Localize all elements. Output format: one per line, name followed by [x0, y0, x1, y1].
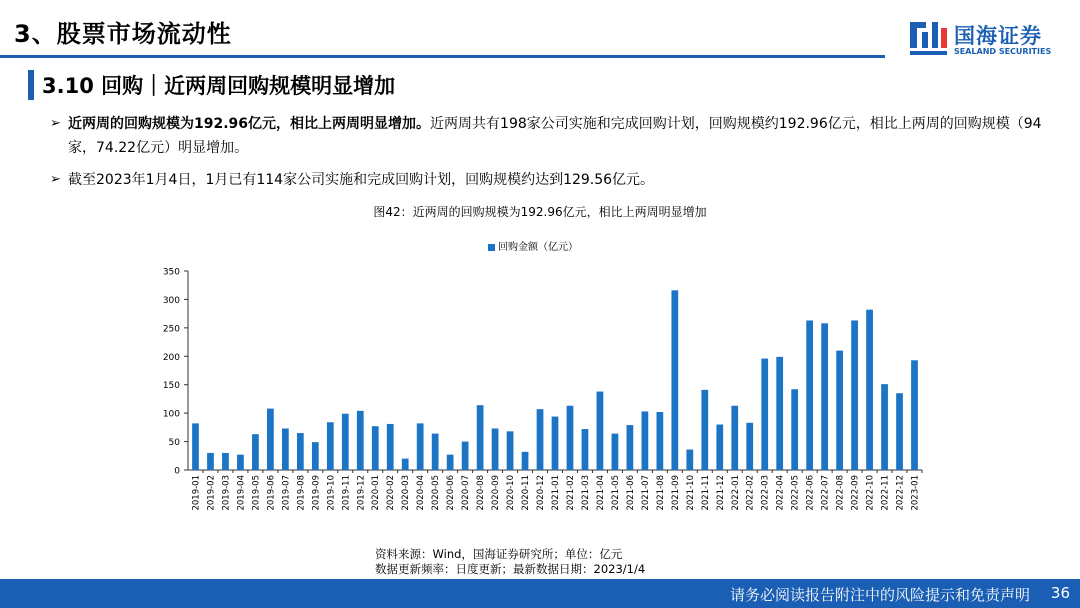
- legend-label: 回购金额（亿元）: [498, 242, 578, 253]
- bar: [716, 425, 723, 470]
- bar: [671, 290, 678, 470]
- x-tick-label: 2022-01: [730, 475, 741, 511]
- bar: [731, 406, 738, 470]
- bullet-1-text: 近两周共有198家公司实施和完成回购计划，回购规模约192.96亿元，相比上两周的回购规模（94家，74.22亿元）明显增加。: [68, 116, 1042, 156]
- y-tick-label: 250: [162, 324, 180, 335]
- x-tick-label: 2022-02: [745, 475, 756, 511]
- y-tick-label: 100: [162, 409, 180, 420]
- bar: [432, 434, 439, 470]
- bar: [357, 411, 364, 470]
- x-tick-label: 2019-10: [326, 475, 337, 511]
- x-tick-label: 2022-03: [760, 475, 771, 511]
- bar: [821, 323, 828, 470]
- bar: [192, 423, 199, 470]
- bar: [492, 428, 499, 470]
- bar: [402, 459, 409, 470]
- x-tick-label: 2020-07: [461, 475, 472, 511]
- y-tick-label: 200: [162, 352, 180, 363]
- x-tick-label: 2021-05: [610, 475, 621, 511]
- bar: [417, 423, 424, 470]
- y-tick-label: 50: [168, 438, 180, 449]
- x-tick-label: 2020-11: [521, 475, 532, 511]
- bar: [522, 452, 529, 470]
- bar: [866, 310, 873, 470]
- x-tick-label: 2019-05: [251, 475, 262, 511]
- bullet-1-bold: 近两周的回购规模为192.96亿元，相比上两周明显增加。: [68, 116, 431, 132]
- x-tick-label: 2019-03: [221, 475, 232, 511]
- bar: [477, 405, 484, 470]
- x-tick-label: 2023-01: [910, 475, 921, 511]
- bar: [612, 434, 619, 470]
- x-tick-label: 2019-06: [266, 475, 277, 511]
- brand-name-cn: 国海证券: [954, 24, 1042, 48]
- y-tick-label: 350: [162, 267, 180, 278]
- x-tick-label: 2021-01: [551, 475, 561, 511]
- bullet-2-text: 截至2023年1月4日，1月已有114家公司实施和完成回购计划，回购规模约达到129.56亿元。: [68, 172, 655, 188]
- bar: [642, 411, 649, 470]
- bar: [881, 384, 888, 470]
- bar: [507, 431, 514, 470]
- x-tick-label: 2020-03: [401, 475, 412, 511]
- x-tick-label: 2019-04: [236, 475, 247, 511]
- x-tick-label: 2022-09: [850, 475, 861, 511]
- bar: [372, 426, 379, 470]
- x-tick-label: 2021-06: [625, 475, 636, 511]
- bar: [537, 409, 544, 470]
- x-tick-label: 2020-05: [431, 475, 442, 511]
- bar: [656, 412, 663, 470]
- x-tick-label: 2019-11: [341, 475, 352, 511]
- bar: [746, 423, 753, 470]
- x-tick-label: 2022-10: [865, 475, 876, 511]
- x-tick-label: 2021-09: [670, 475, 681, 511]
- x-tick-label: 2022-11: [880, 475, 891, 511]
- bar: [312, 442, 319, 470]
- footer-disclaimer: 请务必阅读报告附注中的风险提示和免责声明: [729, 586, 1030, 604]
- x-tick-label: 2021-02: [565, 475, 576, 511]
- page-number: 36: [1050, 584, 1070, 602]
- x-tick-label: 2020-01: [371, 475, 382, 511]
- bar: [252, 434, 259, 470]
- x-tick-label: 2019-07: [281, 475, 292, 511]
- y-tick-label: 300: [162, 295, 180, 306]
- bar: [836, 351, 843, 470]
- bar: [806, 320, 813, 470]
- bar: [911, 360, 918, 470]
- x-tick-label: 2022-08: [835, 475, 846, 511]
- arrow-bullet-icon: ➢: [50, 116, 61, 131]
- x-tick-label: 2020-09: [491, 475, 502, 511]
- x-tick-label: 2019-08: [296, 475, 307, 511]
- source-note: [375, 547, 645, 577]
- section-title: 3.10 回购｜近两周回购规模明显增加: [42, 74, 396, 98]
- x-tick-label: 2022-04: [775, 475, 786, 511]
- x-tick-label: 2021-07: [640, 475, 651, 511]
- x-tick-label: 2020-04: [416, 475, 427, 511]
- x-tick-label: 2022-07: [820, 475, 831, 511]
- x-tick-label: 2019-09: [311, 475, 322, 511]
- bar: [237, 455, 244, 470]
- bar: [776, 357, 783, 470]
- x-tick-label: 2021-10: [685, 475, 696, 511]
- x-tick-label: 2019-02: [206, 475, 217, 511]
- bar: [701, 390, 708, 470]
- source-line-1: 资料来源：Wind，国海证券研究所；单位：亿元: [375, 547, 623, 561]
- bar: [567, 406, 574, 470]
- bar: [851, 320, 858, 470]
- x-tick-label: 2020-12: [536, 475, 547, 511]
- bar: [552, 417, 559, 470]
- x-tick-label: 2022-05: [790, 475, 801, 511]
- bar: [791, 389, 798, 470]
- x-tick-label: 2019-12: [356, 475, 367, 511]
- x-tick-label: 2020-02: [386, 475, 397, 511]
- x-tick-label: 2022-12: [895, 475, 906, 511]
- y-tick-label: 150: [162, 381, 180, 392]
- bar: [597, 392, 604, 470]
- bar: [686, 450, 693, 470]
- brand-name-en: SEALAND SECURITIES: [954, 47, 1052, 56]
- bar: [627, 425, 634, 470]
- bar: [282, 428, 289, 470]
- bar: [327, 422, 334, 470]
- source-line-2: 数据更新频率：日度更新；最新数据日期：2023/1/4: [375, 562, 646, 576]
- x-tick-label: 2020-08: [476, 475, 487, 511]
- bar: [222, 453, 229, 470]
- bar: [207, 453, 214, 470]
- x-tick-label: 2021-03: [580, 475, 591, 511]
- bar: [462, 442, 469, 470]
- arrow-bullet-icon: ➢: [50, 172, 61, 187]
- x-tick-label: 2020-06: [446, 475, 457, 511]
- x-tick-label: 2021-11: [700, 475, 711, 511]
- x-tick-label: 2021-04: [595, 475, 606, 511]
- bar: [267, 409, 274, 470]
- bar: [447, 455, 454, 470]
- x-tick-label: 2021-12: [715, 475, 726, 511]
- x-tick-label: 2021-08: [655, 475, 666, 511]
- bar: [297, 433, 304, 470]
- bar: [387, 424, 394, 470]
- y-tick-label: 0: [174, 466, 180, 477]
- x-tick-label: 2020-10: [506, 475, 517, 511]
- figure-caption: 图42：近两周的回购规模为192.96亿元，相比上两周明显增加: [373, 205, 707, 219]
- bar: [761, 359, 768, 470]
- bar: [582, 429, 589, 470]
- x-tick-label: 2022-06: [805, 475, 816, 511]
- bar: [896, 393, 903, 470]
- x-tick-label: 2019-01: [191, 475, 202, 511]
- page-header-title: 3、股票市场流动性: [14, 20, 232, 48]
- bar: [342, 414, 349, 470]
